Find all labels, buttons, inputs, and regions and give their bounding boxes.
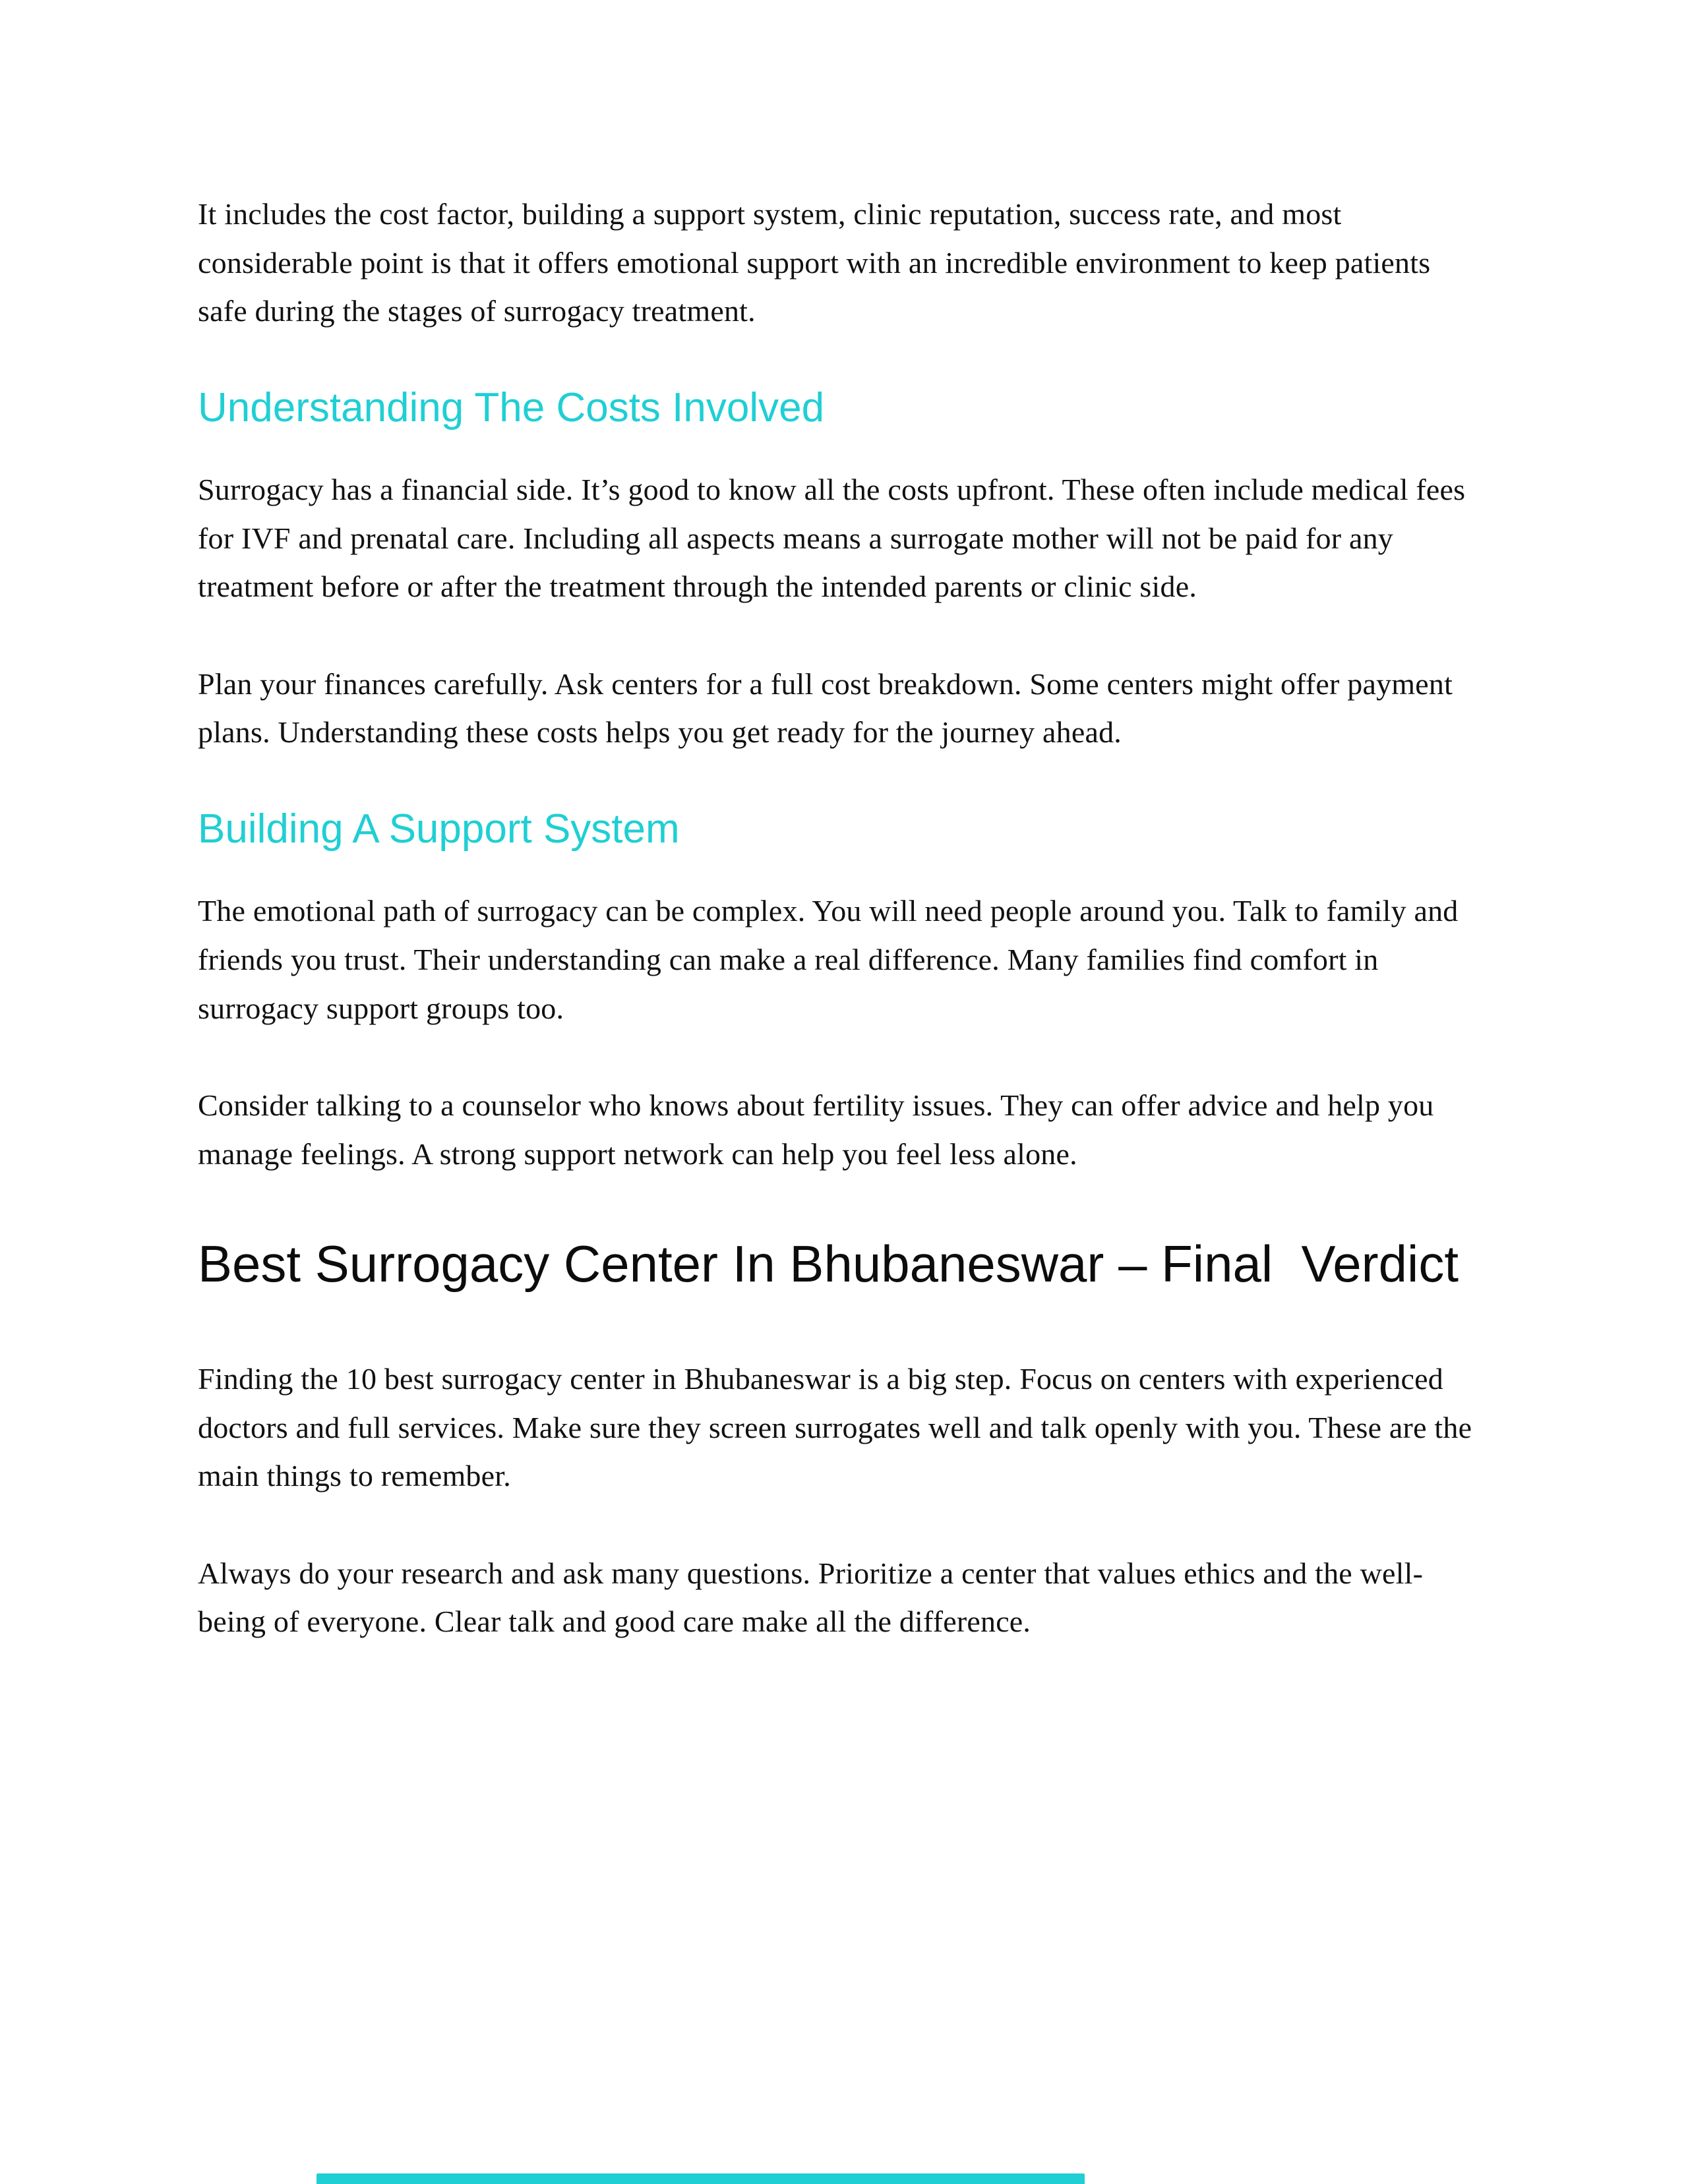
verdict-paragraph-2: Always do your research and ask many questions. Prioritize a center that values ethics and the well-being of everyone. Clear talk and good care make all the difference. [198, 1556, 1424, 1639]
section-heading-final-verdict: Best Surrogacy Center In Bhubaneswar – Final Verdict [198, 1235, 1459, 1293]
support-paragraph-1: The emotional path of surrogacy can be complex. You will need people around you. Talk to family and friends you trust. Their understanding can make a real difference. Many families find comfort in surrogacy support groups too. [198, 894, 1459, 1025]
section-heading-costs: Understanding The Costs Involved [198, 384, 825, 430]
costs-paragraph-2: Plan your finances carefully. Ask centers for a full cost breakdown. Some centers might offer payment plans. Understanding these costs helps you get ready for the journey ahead. [198, 666, 1453, 750]
costs-paragraph-1: Surrogacy has a financial side. It’s good to know all the costs upfront. These often include medical fees for IVF and prenatal care. Including all aspects means a surrogate mother will not be paid for any treatment before or after the treatment through the intended parents or clinic side. [198, 473, 1466, 604]
intro-paragraph: It includes the cost factor, building a support system, clinic reputation, success rate, and most considerable point is that it offers emotional support with an incredible environment to keep patients safe during the stages of surrogacy treatment. [198, 197, 1431, 328]
verdict-paragraph-1: Finding the 10 best surrogacy center in Bhubaneswar is a big step. Focus on centers with experienced doctors and full services. Make sure they screen surrogates well and talk openly with you. These are the main things to remember. [198, 1362, 1472, 1493]
section-heading-support: Building A Support System [198, 806, 680, 852]
support-paragraph-2: Consider talking to a counselor who knows about fertility issues. They can offer advice and help you manage feelings. A strong support network can help you feel less alone. [198, 1088, 1434, 1171]
document-content [198, 0, 1474, 1695]
clipped-next-heading-fragment [316, 2173, 1085, 2184]
